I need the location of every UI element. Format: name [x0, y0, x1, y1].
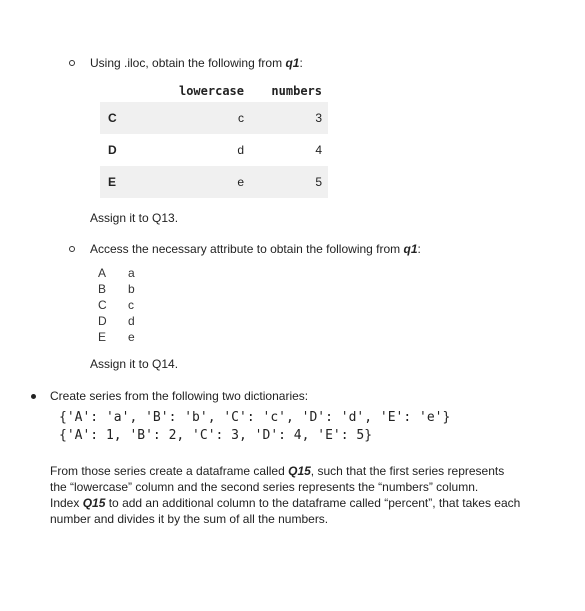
sub-bullet-q14 [69, 246, 75, 252]
q15-text: From those series create a dataframe called [50, 464, 289, 478]
q15-var: Q15 [288, 464, 311, 478]
series-row [96, 313, 135, 329]
q15-text: Index [50, 496, 83, 510]
cell-lowercase: e [237, 175, 244, 189]
q14-series-output [96, 265, 135, 345]
q14-assign: Assign it to Q14. [90, 357, 179, 371]
q15-text: to add an additional column to the dataframe called “percent”, that takes each [105, 496, 521, 510]
row-index: E [108, 175, 117, 189]
series-row [96, 329, 135, 345]
q15-line-2: the “lowercase” column and the second series represents the “numbers” column. [50, 480, 479, 494]
q15-line-1 [50, 463, 550, 479]
row-index: D [108, 143, 117, 157]
series-key: E [98, 330, 107, 344]
series-value: d [128, 314, 135, 328]
q14-var: q1 [403, 242, 418, 256]
dataframe-header-row [100, 80, 328, 102]
series-row [96, 265, 135, 281]
series-value: b [128, 282, 135, 296]
column-header-lowercase: lowercase [178, 84, 244, 98]
series-key: A [98, 266, 107, 280]
cell-numbers: 5 [315, 175, 322, 189]
q13-instruction-text: Using .iloc, obtain the following from [90, 56, 286, 70]
series-value: a [128, 266, 135, 280]
cell-numbers: 3 [315, 111, 322, 125]
q15-line-3 [50, 495, 550, 511]
table-row [100, 102, 328, 134]
q15-intro: Create series from the following two dictionaries: [50, 389, 309, 403]
column-header-numbers: numbers [271, 84, 322, 98]
q13-colon: : [299, 56, 303, 70]
q15-dict-letters: {'A': 'a', 'B': 'b', 'C': 'c', 'D': 'd', 'E': 'e'} [59, 410, 451, 425]
series-row [96, 297, 135, 313]
series-row [96, 281, 135, 297]
cell-lowercase: c [238, 111, 244, 125]
series-key: D [98, 314, 107, 328]
series-value: e [128, 330, 135, 344]
q13-instruction [90, 56, 303, 70]
dataframe-index-header [100, 80, 138, 102]
row-index: C [108, 111, 117, 125]
table-row [100, 134, 328, 166]
q14-instruction [90, 242, 421, 256]
sub-bullet-q13 [69, 60, 75, 66]
q15-description [50, 463, 550, 527]
q15-dict-numbers: {'A': 1, 'B': 2, 'C': 3, 'D': 4, 'E': 5} [59, 428, 373, 443]
cell-lowercase: d [237, 143, 244, 157]
q15-text: , such that the first series represents [310, 464, 505, 478]
q14-instruction-text: Access the necessary attribute to obtain the following from [90, 242, 404, 256]
series-value: c [128, 298, 134, 312]
series-key: C [98, 298, 107, 312]
main-bullet-q15 [31, 394, 36, 399]
table-row [100, 166, 328, 198]
cell-numbers: 4 [315, 143, 322, 157]
series-key: B [98, 282, 107, 296]
q15-var: Q15 [82, 496, 106, 510]
q13-assign: Assign it to Q13. [90, 211, 179, 225]
q14-colon: : [417, 242, 421, 256]
q13-dataframe [100, 80, 328, 198]
q15-line-4: number and divides it by the sum of all the numbers. [50, 512, 329, 526]
q13-var: q1 [285, 56, 300, 70]
